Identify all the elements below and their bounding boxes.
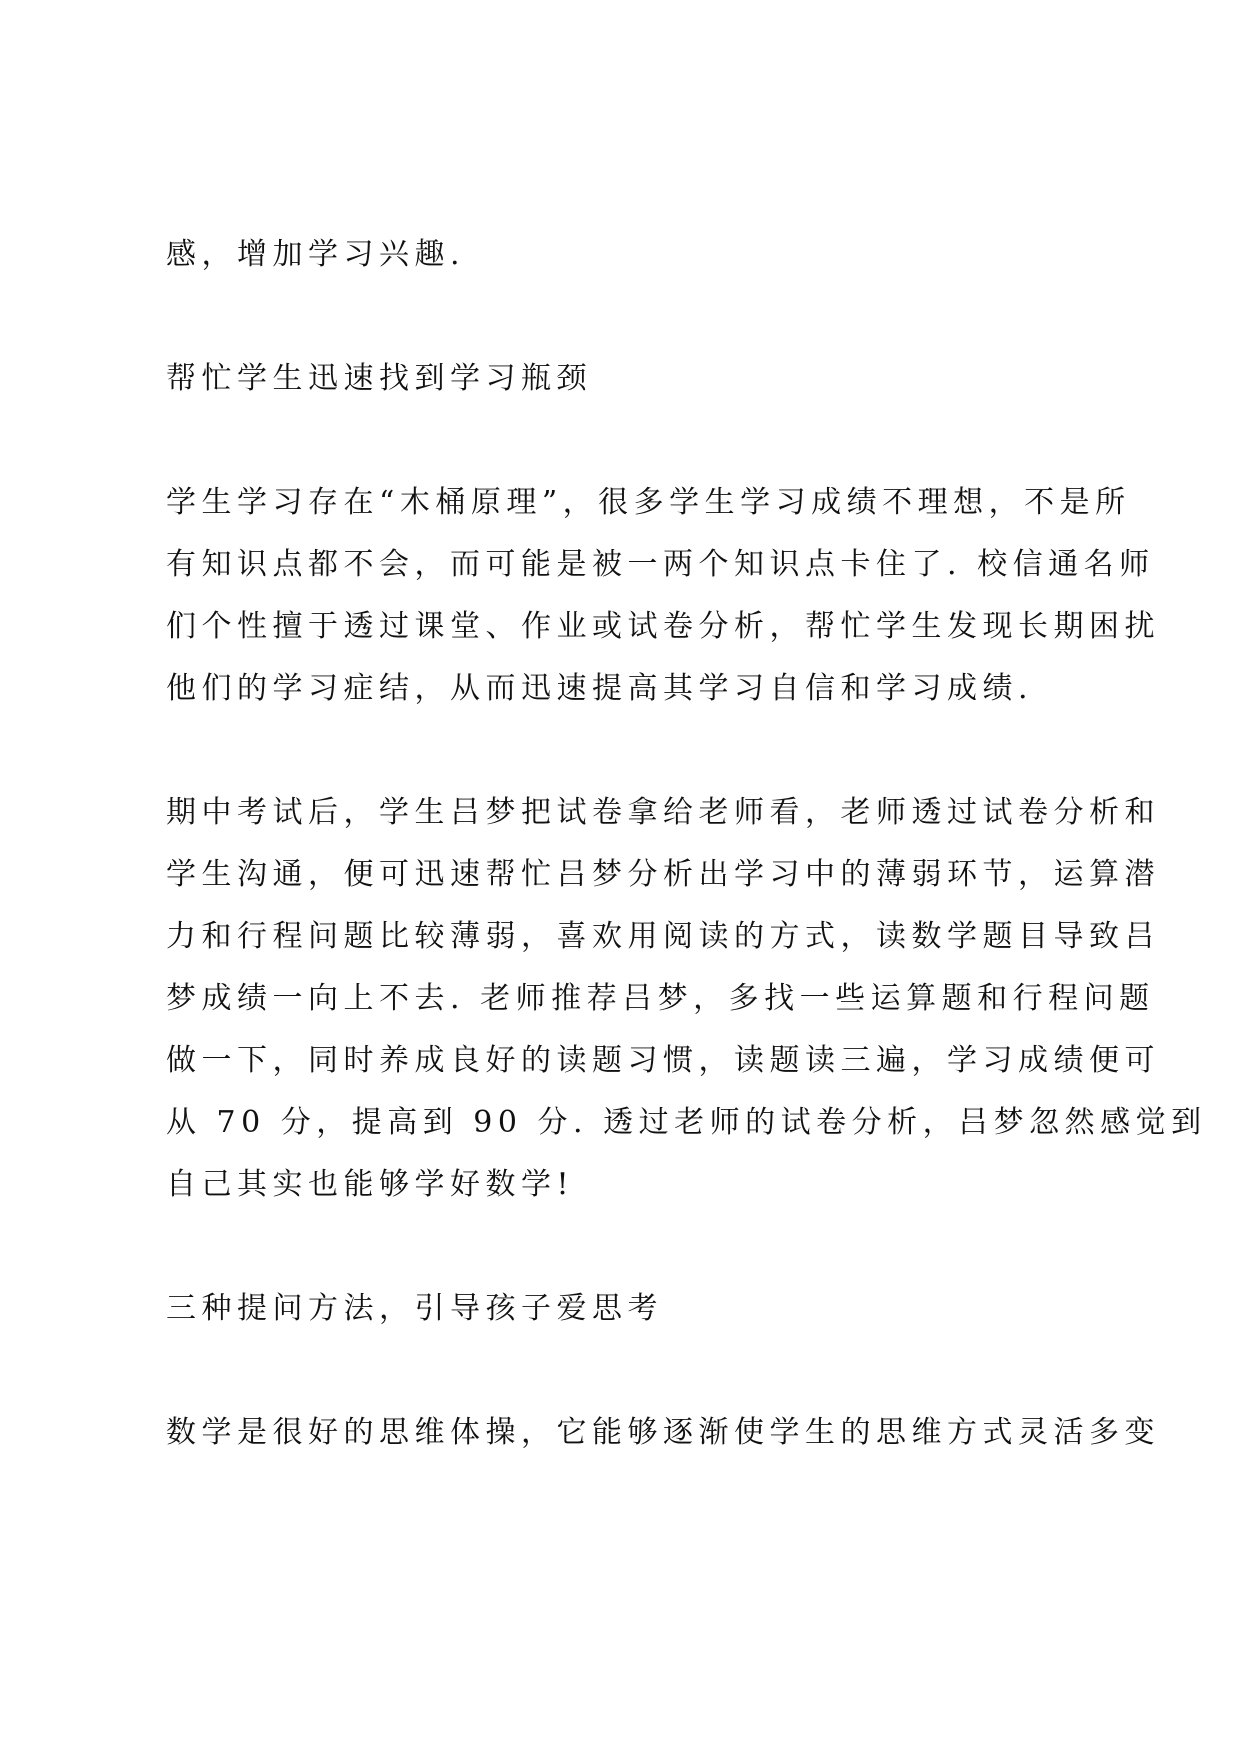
- paragraph-line: 力和行程问题比较薄弱，喜欢用阅读的方式，读数学题目导致吕: [166, 919, 1160, 954]
- paragraph-gap: [166, 1340, 1086, 1402]
- paragraph-line: 感，增加学习兴趣.: [166, 237, 466, 272]
- paragraph-line: 做一下，同时养成良好的读题习惯，读题读三遍，学习成绩便可: [166, 1043, 1160, 1078]
- paragraph-line: 学生沟通，便可迅速帮忙吕梦分析出学习中的薄弱环节，运算潜: [166, 857, 1160, 892]
- paragraph-gap: [166, 720, 1086, 782]
- section-heading: 帮忙学生迅速找到学习瓶颈: [166, 361, 592, 396]
- paragraph-line: 梦成绩一向上不去. 老师推荐吕梦，多找一些运算题和行程问题: [166, 981, 1155, 1016]
- paragraph-line: 数学是很好的思维体操，它能够逐渐使学生的思维方式灵活多变: [166, 1415, 1160, 1450]
- paragraph-gap: [166, 1216, 1086, 1278]
- paragraph-line: 期中考试后，学生吕梦把试卷拿给老师看，老师透过试卷分析和: [166, 795, 1160, 830]
- paragraph-line: 自己其实也能够学好数学!: [166, 1167, 575, 1202]
- paragraph-line: 他们的学习症结，从而迅速提高其学习自信和学习成绩.: [166, 671, 1034, 706]
- paragraph-line: 有知识点都不会，而可能是被一两个知识点卡住了. 校信通名师: [166, 547, 1155, 582]
- paragraph-gap: [166, 286, 1086, 348]
- paragraph-line: 从 70 分，提高到 90 分. 透过老师的试卷分析，吕梦忽然感觉到: [166, 1105, 1207, 1140]
- paragraph-line: 们个性擅于透过课堂、作业或试卷分析，帮忙学生发现长期困扰: [166, 609, 1160, 644]
- section-heading: 三种提问方法，引导孩子爱思考: [166, 1291, 663, 1326]
- paragraph-gap: [166, 410, 1086, 472]
- document-page: [166, 224, 1207, 1464]
- paragraph-line: 学生学习存在“木桶原理”，很多学生学习成绩不理想，不是所: [166, 485, 1131, 520]
